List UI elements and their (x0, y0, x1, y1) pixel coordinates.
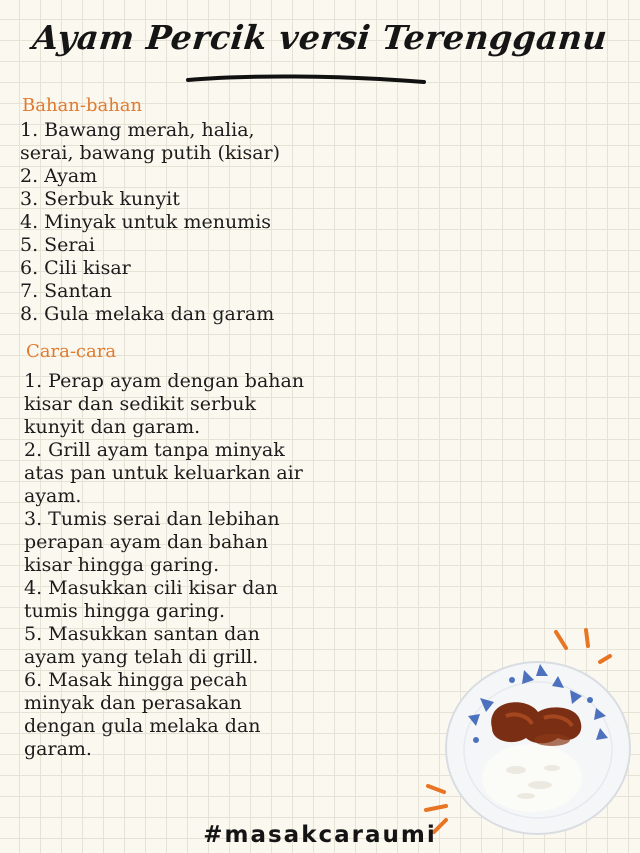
ingredient-line: 2. Ayam (20, 165, 98, 187)
steps-list (24, 370, 304, 761)
step-line: 1. Perap ayam dengan bahan (24, 370, 305, 392)
ingredient-line: 7. Santan (20, 280, 112, 302)
ingredient-line: 6. Cili kisar (20, 257, 131, 279)
food-photo (420, 620, 640, 853)
step-line: 6. Masak hingga pecah (24, 669, 248, 691)
hashtag: #masakcaraumi (203, 822, 437, 848)
steps-heading: Cara-cara (26, 341, 117, 362)
ingredient-line: 8. Gula melaka dan garam (20, 303, 275, 325)
step-line: atas pan untuk keluarkan air (24, 462, 303, 484)
step-line: 4. Masukkan cili kisar dan (24, 577, 278, 599)
recipe-title: Ayam Percik versi Terengganu (30, 18, 610, 57)
ingredient-line: 4. Minyak untuk menumis (20, 211, 272, 233)
accent-strokes-top (556, 630, 610, 662)
step-line: 3. Tumis serai dan lebihan (24, 508, 280, 530)
ingredient-line: 3. Serbuk kunyit (20, 188, 180, 210)
rice (482, 744, 582, 812)
ingredient-line: 1. Bawang merah, halia, (20, 119, 255, 141)
step-line: kisar hingga garing. (24, 554, 220, 576)
title-underline (186, 72, 426, 86)
step-line: ayam. (24, 485, 82, 507)
step-line: 2. Grill ayam tanpa minyak (24, 439, 285, 461)
ingredient-line: serai, bawang putih (kisar) (20, 142, 281, 164)
step-line: minyak dan perasakan (24, 692, 242, 714)
step-line: kunyit dan garam. (24, 416, 201, 438)
step-line: perapan ayam dan bahan (24, 531, 269, 553)
step-line: dengan gula melaka dan (24, 715, 261, 737)
step-line: tumis hingga garing. (24, 600, 226, 622)
ingredient-line: 5. Serai (20, 234, 95, 256)
step-line: garam. (24, 738, 92, 760)
ingredients-list (20, 119, 280, 326)
step-line: ayam yang telah di grill. (24, 646, 259, 668)
ingredients-heading: Bahan-bahan (22, 95, 143, 116)
step-line: kisar dan sedikit serbuk (24, 393, 257, 415)
step-line: 5. Masukkan santan dan (24, 623, 260, 645)
